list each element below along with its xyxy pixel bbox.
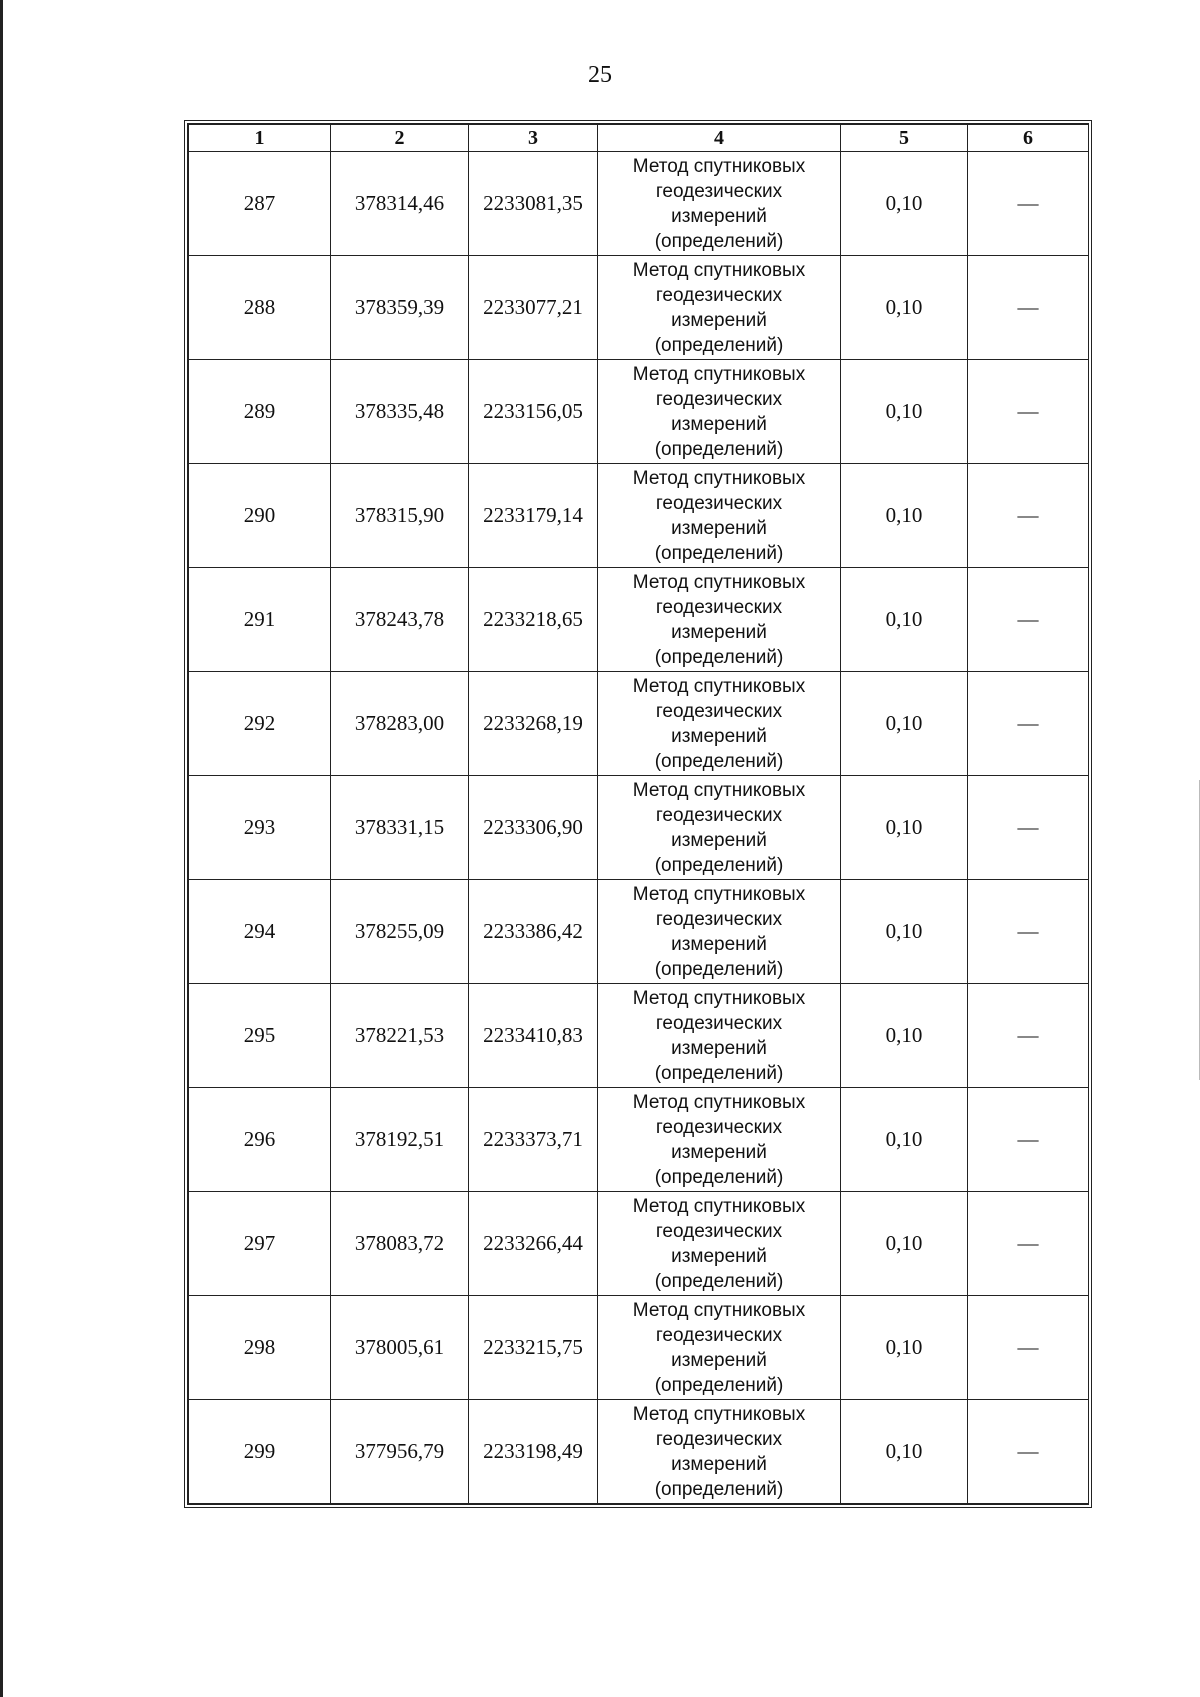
method-line: измерений: [671, 1037, 767, 1059]
table-row: [189, 568, 1089, 672]
point-number-cell: 291: [189, 568, 331, 672]
method-line: геодезических: [655, 1116, 783, 1138]
scan-left-edge: [0, 0, 3, 1697]
method-line: геодезических: [655, 180, 783, 202]
method-line: (определений): [654, 958, 784, 980]
y-coordinate-cell: 2233386,42: [469, 880, 598, 984]
x-coordinate-cell: 378005,61: [331, 1296, 469, 1400]
method-line: измерений: [671, 1245, 767, 1267]
method-line: (определений): [654, 542, 784, 564]
method-line: измерений: [671, 829, 767, 851]
accuracy-cell: 0,10: [841, 360, 968, 464]
note-cell: —: [968, 1088, 1089, 1192]
point-number-cell: 298: [189, 1296, 331, 1400]
method-line: (определений): [654, 1478, 784, 1500]
method-cell: [598, 1088, 841, 1192]
column-header: 6: [968, 125, 1089, 152]
note-cell: —: [968, 464, 1089, 568]
method-line: (определений): [654, 438, 784, 460]
point-number-cell: 288: [189, 256, 331, 360]
method-cell: [598, 152, 841, 256]
method-line: геодезических: [655, 700, 783, 722]
note-cell: —: [968, 256, 1089, 360]
method-line: геодезических: [655, 388, 783, 410]
method-line: Метод спутниковых: [632, 1195, 806, 1217]
x-coordinate-cell: 378331,15: [331, 776, 469, 880]
point-number-cell: 297: [189, 1192, 331, 1296]
note-cell: —: [968, 1296, 1089, 1400]
table-row: [189, 984, 1089, 1088]
method-cell: [598, 880, 841, 984]
y-coordinate-cell: 2233179,14: [469, 464, 598, 568]
method-line: Метод спутниковых: [632, 987, 806, 1009]
method-line: Метод спутниковых: [632, 363, 806, 385]
method-line: геодезических: [655, 284, 783, 306]
method-line: измерений: [671, 1141, 767, 1163]
method-line: Метод спутниковых: [632, 467, 806, 489]
table-header-row: [189, 125, 1089, 152]
point-number-cell: 296: [189, 1088, 331, 1192]
x-coordinate-cell: 378335,48: [331, 360, 469, 464]
page-number: 25: [588, 62, 612, 88]
table-row: [189, 880, 1089, 984]
method-cell: [598, 360, 841, 464]
method-line: измерений: [671, 517, 767, 539]
x-coordinate-cell: 378315,90: [331, 464, 469, 568]
note-cell: —: [968, 1400, 1089, 1504]
x-coordinate-cell: 378221,53: [331, 984, 469, 1088]
method-line: геодезических: [655, 804, 783, 826]
accuracy-cell: 0,10: [841, 568, 968, 672]
method-line: измерений: [671, 725, 767, 747]
method-line: Метод спутниковых: [632, 1299, 806, 1321]
accuracy-cell: 0,10: [841, 1400, 968, 1504]
method-line: измерений: [671, 1349, 767, 1371]
column-header: 1: [189, 125, 331, 152]
note-cell: —: [968, 984, 1089, 1088]
point-number-cell: 299: [189, 1400, 331, 1504]
x-coordinate-cell: 378192,51: [331, 1088, 469, 1192]
method-line: (определений): [654, 1062, 784, 1084]
table-row: [189, 1296, 1089, 1400]
method-cell: [598, 568, 841, 672]
accuracy-cell: 0,10: [841, 984, 968, 1088]
accuracy-cell: 0,10: [841, 152, 968, 256]
y-coordinate-cell: 2233198,49: [469, 1400, 598, 1504]
method-line: геодезических: [655, 908, 783, 930]
method-line: геодезических: [655, 596, 783, 618]
table-row: [189, 464, 1089, 568]
method-line: (определений): [654, 1270, 784, 1292]
note-cell: —: [968, 568, 1089, 672]
method-line: измерений: [671, 933, 767, 955]
table-row: [189, 672, 1089, 776]
table-row: [189, 1400, 1089, 1504]
accuracy-cell: 0,10: [841, 256, 968, 360]
method-line: Метод спутниковых: [632, 1403, 806, 1425]
y-coordinate-cell: 2233266,44: [469, 1192, 598, 1296]
point-number-cell: 290: [189, 464, 331, 568]
x-coordinate-cell: 378083,72: [331, 1192, 469, 1296]
method-cell: [598, 776, 841, 880]
method-line: геодезических: [655, 1324, 783, 1346]
point-number-cell: 287: [189, 152, 331, 256]
point-number-cell: 294: [189, 880, 331, 984]
method-line: Метод спутниковых: [632, 259, 806, 281]
note-cell: —: [968, 360, 1089, 464]
method-cell: [598, 256, 841, 360]
coordinates-table-frame: [184, 120, 1092, 1508]
point-number-cell: 295: [189, 984, 331, 1088]
note-cell: —: [968, 152, 1089, 256]
table-row: [189, 360, 1089, 464]
method-line: (определений): [654, 646, 784, 668]
method-cell: [598, 984, 841, 1088]
method-line: Метод спутниковых: [632, 779, 806, 801]
x-coordinate-cell: 378255,09: [331, 880, 469, 984]
x-coordinate-cell: 378359,39: [331, 256, 469, 360]
method-line: (определений): [654, 750, 784, 772]
y-coordinate-cell: 2233077,21: [469, 256, 598, 360]
method-line: измерений: [671, 309, 767, 331]
accuracy-cell: 0,10: [841, 880, 968, 984]
y-coordinate-cell: 2233081,35: [469, 152, 598, 256]
note-cell: —: [968, 1192, 1089, 1296]
method-line: (определений): [654, 1374, 784, 1396]
method-line: (определений): [654, 334, 784, 356]
coordinates-table: [188, 124, 1089, 1504]
note-cell: —: [968, 776, 1089, 880]
accuracy-cell: 0,10: [841, 1088, 968, 1192]
accuracy-cell: 0,10: [841, 776, 968, 880]
y-coordinate-cell: 2233218,65: [469, 568, 598, 672]
method-line: Метод спутниковых: [632, 155, 806, 177]
method-line: измерений: [671, 205, 767, 227]
accuracy-cell: 0,10: [841, 672, 968, 776]
y-coordinate-cell: 2233373,71: [469, 1088, 598, 1192]
accuracy-cell: 0,10: [841, 1296, 968, 1400]
method-line: геодезических: [655, 492, 783, 514]
table-row: [189, 1088, 1089, 1192]
point-number-cell: 293: [189, 776, 331, 880]
point-number-cell: 289: [189, 360, 331, 464]
column-header: 5: [841, 125, 968, 152]
method-cell: [598, 1192, 841, 1296]
method-line: измерений: [671, 413, 767, 435]
table-row: [189, 1192, 1089, 1296]
method-line: измерений: [671, 621, 767, 643]
method-cell: [598, 464, 841, 568]
table-row: [189, 776, 1089, 880]
method-line: геодезических: [655, 1428, 783, 1450]
method-line: (определений): [654, 1166, 784, 1188]
table-row: [189, 256, 1089, 360]
y-coordinate-cell: 2233156,05: [469, 360, 598, 464]
column-header: 4: [598, 125, 841, 152]
y-coordinate-cell: 2233410,83: [469, 984, 598, 1088]
column-header: 3: [469, 125, 598, 152]
accuracy-cell: 0,10: [841, 1192, 968, 1296]
note-cell: —: [968, 672, 1089, 776]
method-line: (определений): [654, 854, 784, 876]
method-line: Метод спутниковых: [632, 675, 806, 697]
method-line: Метод спутниковых: [632, 883, 806, 905]
table-body: [189, 152, 1089, 1504]
y-coordinate-cell: 2233268,19: [469, 672, 598, 776]
method-line: геодезических: [655, 1220, 783, 1242]
y-coordinate-cell: 2233215,75: [469, 1296, 598, 1400]
method-line: геодезических: [655, 1012, 783, 1034]
x-coordinate-cell: 378314,46: [331, 152, 469, 256]
method-line: Метод спутниковых: [632, 1091, 806, 1113]
x-coordinate-cell: 377956,79: [331, 1400, 469, 1504]
note-cell: —: [968, 880, 1089, 984]
method-cell: [598, 1296, 841, 1400]
method-line: Метод спутниковых: [632, 571, 806, 593]
x-coordinate-cell: 378243,78: [331, 568, 469, 672]
table-row: [189, 152, 1089, 256]
point-number-cell: 292: [189, 672, 331, 776]
x-coordinate-cell: 378283,00: [331, 672, 469, 776]
method-line: (определений): [654, 230, 784, 252]
accuracy-cell: 0,10: [841, 464, 968, 568]
method-line: измерений: [671, 1453, 767, 1475]
column-header: 2: [331, 125, 469, 152]
method-cell: [598, 672, 841, 776]
method-cell: [598, 1400, 841, 1504]
y-coordinate-cell: 2233306,90: [469, 776, 598, 880]
